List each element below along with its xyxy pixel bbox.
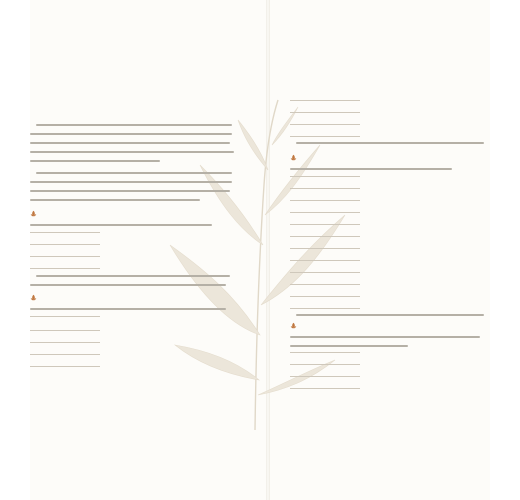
section-note [30, 284, 226, 286]
divider [290, 388, 360, 389]
divider [290, 376, 360, 377]
section-note [296, 314, 484, 316]
section-heading-2 [30, 294, 40, 301]
divider [290, 212, 360, 213]
divider [290, 188, 360, 189]
divider [290, 100, 360, 101]
section-heading-3 [290, 154, 300, 161]
left-footer [30, 397, 62, 402]
divider [290, 136, 360, 137]
divider [290, 260, 360, 261]
divider [290, 308, 360, 309]
divider [30, 268, 100, 269]
divider [290, 272, 360, 273]
text-line [30, 142, 230, 144]
divider [290, 224, 360, 225]
lotus-leaf-icon [30, 294, 37, 301]
divider [30, 316, 100, 317]
divider [30, 256, 100, 257]
section-note [36, 275, 230, 277]
section-heading-1 [30, 210, 40, 217]
text-line [30, 190, 230, 192]
divider [290, 176, 360, 177]
lotus-leaf-icon [290, 154, 297, 161]
section-text [290, 345, 408, 347]
divider [30, 232, 100, 233]
section-text [30, 308, 226, 310]
lotus-leaf-icon [290, 322, 297, 329]
divider [290, 124, 360, 125]
divider [30, 244, 100, 245]
text-line [30, 199, 200, 201]
text-line [36, 124, 232, 126]
divider [290, 200, 360, 201]
text-line [36, 172, 232, 174]
divider [290, 296, 360, 297]
divider [290, 364, 360, 365]
divider [290, 236, 360, 237]
divider [290, 248, 360, 249]
divider [30, 366, 100, 367]
section-text [290, 168, 452, 170]
section-text [290, 336, 480, 338]
divider [30, 342, 100, 343]
divider [290, 284, 360, 285]
text-line [30, 133, 232, 135]
divider [30, 330, 100, 331]
section-text [30, 224, 212, 226]
lotus-leaf-icon [30, 210, 37, 217]
plant-illustration [160, 95, 350, 430]
right-footer [330, 397, 366, 402]
divider [30, 354, 100, 355]
section-note [296, 142, 484, 144]
text-line [30, 160, 160, 162]
text-line [30, 151, 234, 153]
divider [290, 352, 360, 353]
text-line [30, 181, 232, 183]
divider [290, 112, 360, 113]
section-heading-4 [290, 322, 300, 329]
